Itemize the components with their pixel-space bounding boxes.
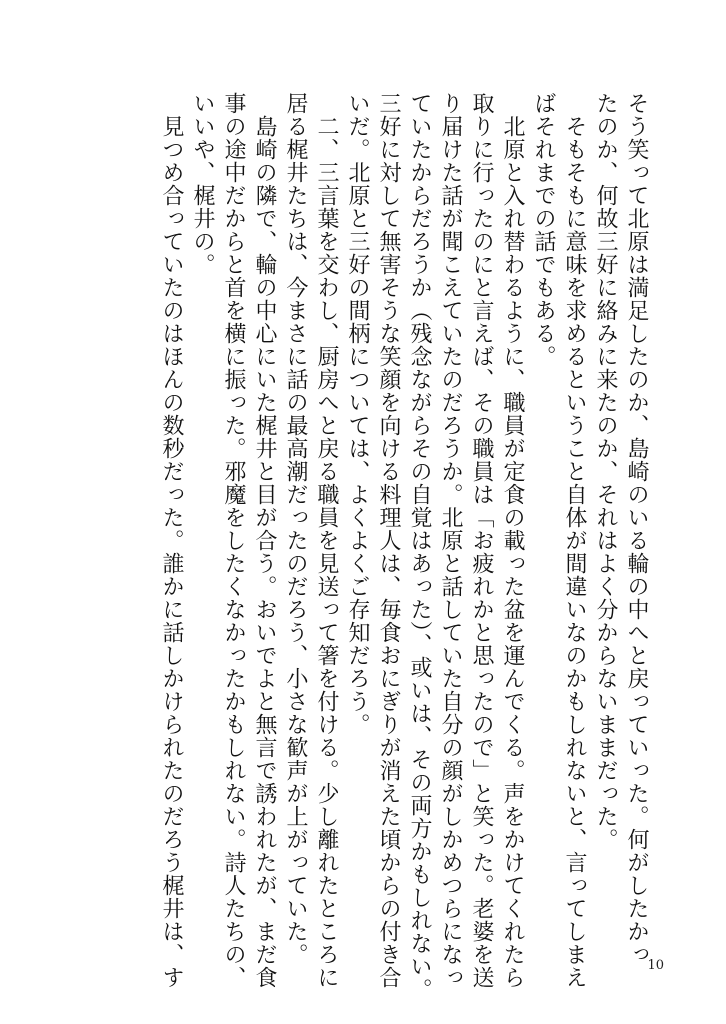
text-line: 取りに行ったのにと言えば、その職員は「お疲れかと思ったので」と笑った。老婆を送 bbox=[469, 92, 494, 989]
text-line: 北原と入れ替わるように、職員が定食の載った盆を運んでくる。声をかけてくれたら bbox=[500, 92, 525, 989]
text-line: り届けた話が聞こえていたのだろうか。北原と話していた自分の顔がしかめつらになっ bbox=[438, 92, 463, 989]
text-line: 居る梶井たちは、今まさに話の最高潮だったのだろう、小さな歓声が上がっていた。 bbox=[283, 92, 308, 966]
text-line: いいや、梶井の。 bbox=[190, 92, 215, 276]
text-line: 二、三言葉を交わし、厨房へと戻る職員を見送って箸を付ける。少し離れたところに bbox=[314, 92, 339, 989]
text-line: 事の途中だからと首を横に振った。邪魔をしたくなかったかもしれない。詩人たちの、 bbox=[221, 92, 246, 989]
text-line: そう笑って北原は満足したのか、島崎のいる輪の中へと戻っていった。何がしたかっ bbox=[624, 92, 649, 966]
text-line: そもそもに意味を求めるということ自体が間違いなのかもしれないと、言ってしまえ bbox=[562, 92, 587, 989]
text-line: 島崎の隣で、輪の中心にいた梶井と目が合う。おいでよと無言で誘われたが、まだ食 bbox=[252, 92, 277, 989]
page-number: 10 bbox=[647, 958, 664, 973]
text-line: いだ。北原と三好の間柄については、よくよくご存知だろう。 bbox=[345, 92, 370, 736]
text-line: たのか、何故三好に絡みに来たのか、それはよく分からないままだった。 bbox=[593, 92, 618, 851]
text-line: ていたからだろうか（残念ながらその自覚はあった）、或いは、その両方かもしれない。 bbox=[407, 92, 432, 1001]
text-line: 見つめ合っていたのはほんの数秒だった。誰かに話しかけられたのだろう梶井は、す bbox=[159, 92, 184, 989]
text-line: ばそれまでの話でもある。 bbox=[531, 92, 556, 368]
text-line: 三好に対して無害そうな笑顔を向ける料理人は、毎食おにぎりが消えた頃からの付き合 bbox=[376, 92, 401, 989]
